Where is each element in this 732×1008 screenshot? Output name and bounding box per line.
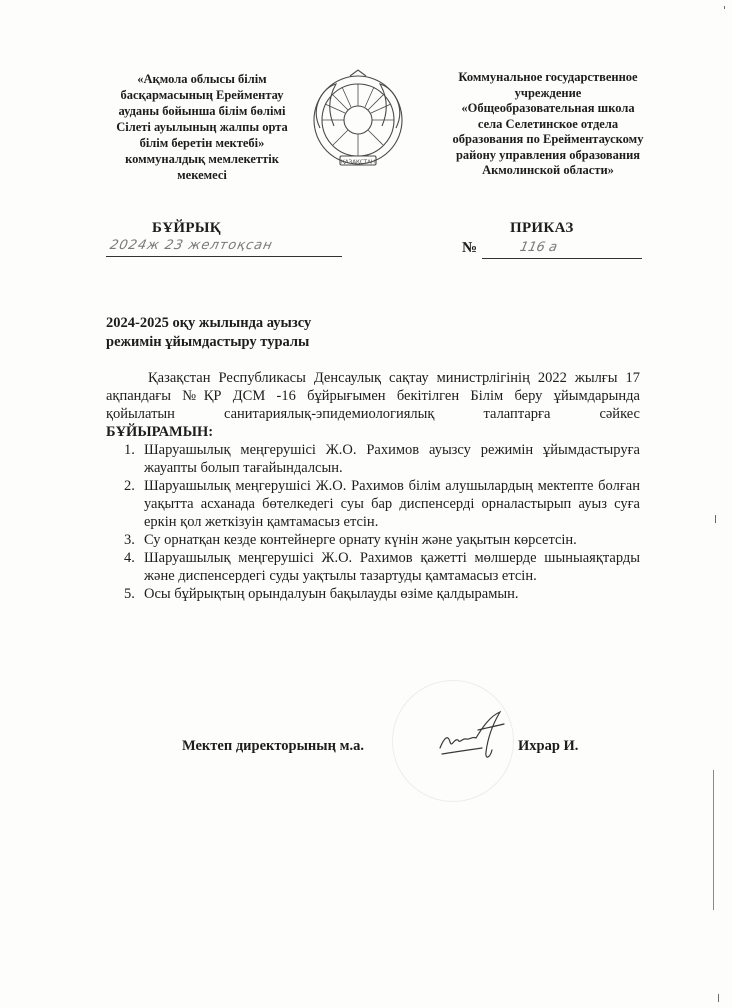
command-word: БҰЙЫРАМЫН: [106,424,214,440]
list-item [124,531,640,549]
handwritten-signature-icon [430,708,526,768]
order-date-handwritten: 2024ж 23 желтоқсан [108,238,275,253]
list-item [124,585,640,603]
scan-artifact [724,6,725,9]
header-left-line: мекемесі [177,168,227,182]
header-left-line: Сілеті ауылының жалпы орта [116,120,288,134]
item-number: 4. [124,550,135,566]
signatory-title: Мектеп директорының м.а. [182,738,364,754]
order-title-kazakh: БҰЙРЫҚ [152,220,221,236]
header-left-line: ауданы бойынша білім бөлімі [118,104,286,118]
header-right-line: району управления образования [455,147,641,162]
number-underline [482,258,642,259]
header-left-line: білім беретін мектебі» [139,136,265,150]
order-number-handwritten: 116 а [518,240,559,255]
header-right-line: учреждение [514,85,582,100]
list-item [124,549,640,585]
signatory-name: Ихрар И. [518,738,579,754]
header-kazakh-institution [108,71,296,183]
header-right-line: «Общеобразовательная школа [461,101,635,115]
scan-artifact [718,994,719,1002]
list-item [124,477,640,531]
item-number: 1. [124,442,135,458]
item-text: Шаруашылық меңгерушісі Ж.О. Рахимов қажетті мөлшерде шыныаяқтарды және диспенсердегі суды уақтылы тазартуды қамтамасыз етсін. [144,550,640,584]
header-right-line: образования по Ерейментаускому [452,132,644,146]
kazakhstan-state-emblem-icon [306,68,410,174]
item-text: Осы бұйрықтың орындалуын бақылауды өзіме қалдырамын. [144,586,519,602]
item-text: Шаруашылық меңгерушісі Ж.О. Рахимов ауызсу режимін ұйымдастыруға жауапты болып тағайындалсын. [144,442,640,476]
subject-line: 2024-2025 оқу жылында ауызсу [106,315,312,331]
item-number: 5. [124,586,135,602]
order-body [106,369,640,603]
header-russian-institution [434,70,662,179]
order-title-russian: ПРИКАЗ [510,220,574,236]
scan-artifact [715,515,716,523]
scan-artifact [713,770,714,910]
order-number-label: № [462,240,478,256]
order-subject [106,314,366,352]
header-right-line: села Селетинское отдела [477,116,619,131]
header-right-line: Коммунальное государственное [458,70,638,84]
order-items-list [106,441,640,603]
header-right-line: Акмолинской области» [482,163,614,177]
intro-paragraph: Қазақстан Республикасы Денсаулық сақтау министрлігінің 2022 жылғы 17 ақпандағы №ҚР ДСМ -16 бұйрығымен бекітілген Білім беру ұйымдарында қойылатын санитариялық-эпидемиологиялық талаптарға сәйкес [106,370,640,422]
header-left-line: «Ақмола облысы білім [137,72,267,86]
item-text: Шаруашылық меңгерушісі Ж.О. Рахимов білім алушылардың мектепте болған уақытта асханада бөтелкедегі суы бар диспенсерді орналастырып ауыз суға еркін қол жеткізуін қамтамасыз етсін. [144,478,640,530]
item-number: 2. [124,478,135,494]
date-underline [106,256,342,257]
item-text: Су орнатқан кезде контейнерге орнату күнін және уақытын көрсетсін. [144,532,577,548]
header-left-line: басқармасының Ерейментау [120,88,284,102]
item-number: 3. [124,532,135,548]
list-item [124,441,640,477]
header-left-line: коммуналдық мемлекеттік [125,152,279,166]
emblem-text: ҚАЗАҚСТАН [341,159,375,166]
subject-line: режимін ұйымдастыру туралы [106,334,310,350]
